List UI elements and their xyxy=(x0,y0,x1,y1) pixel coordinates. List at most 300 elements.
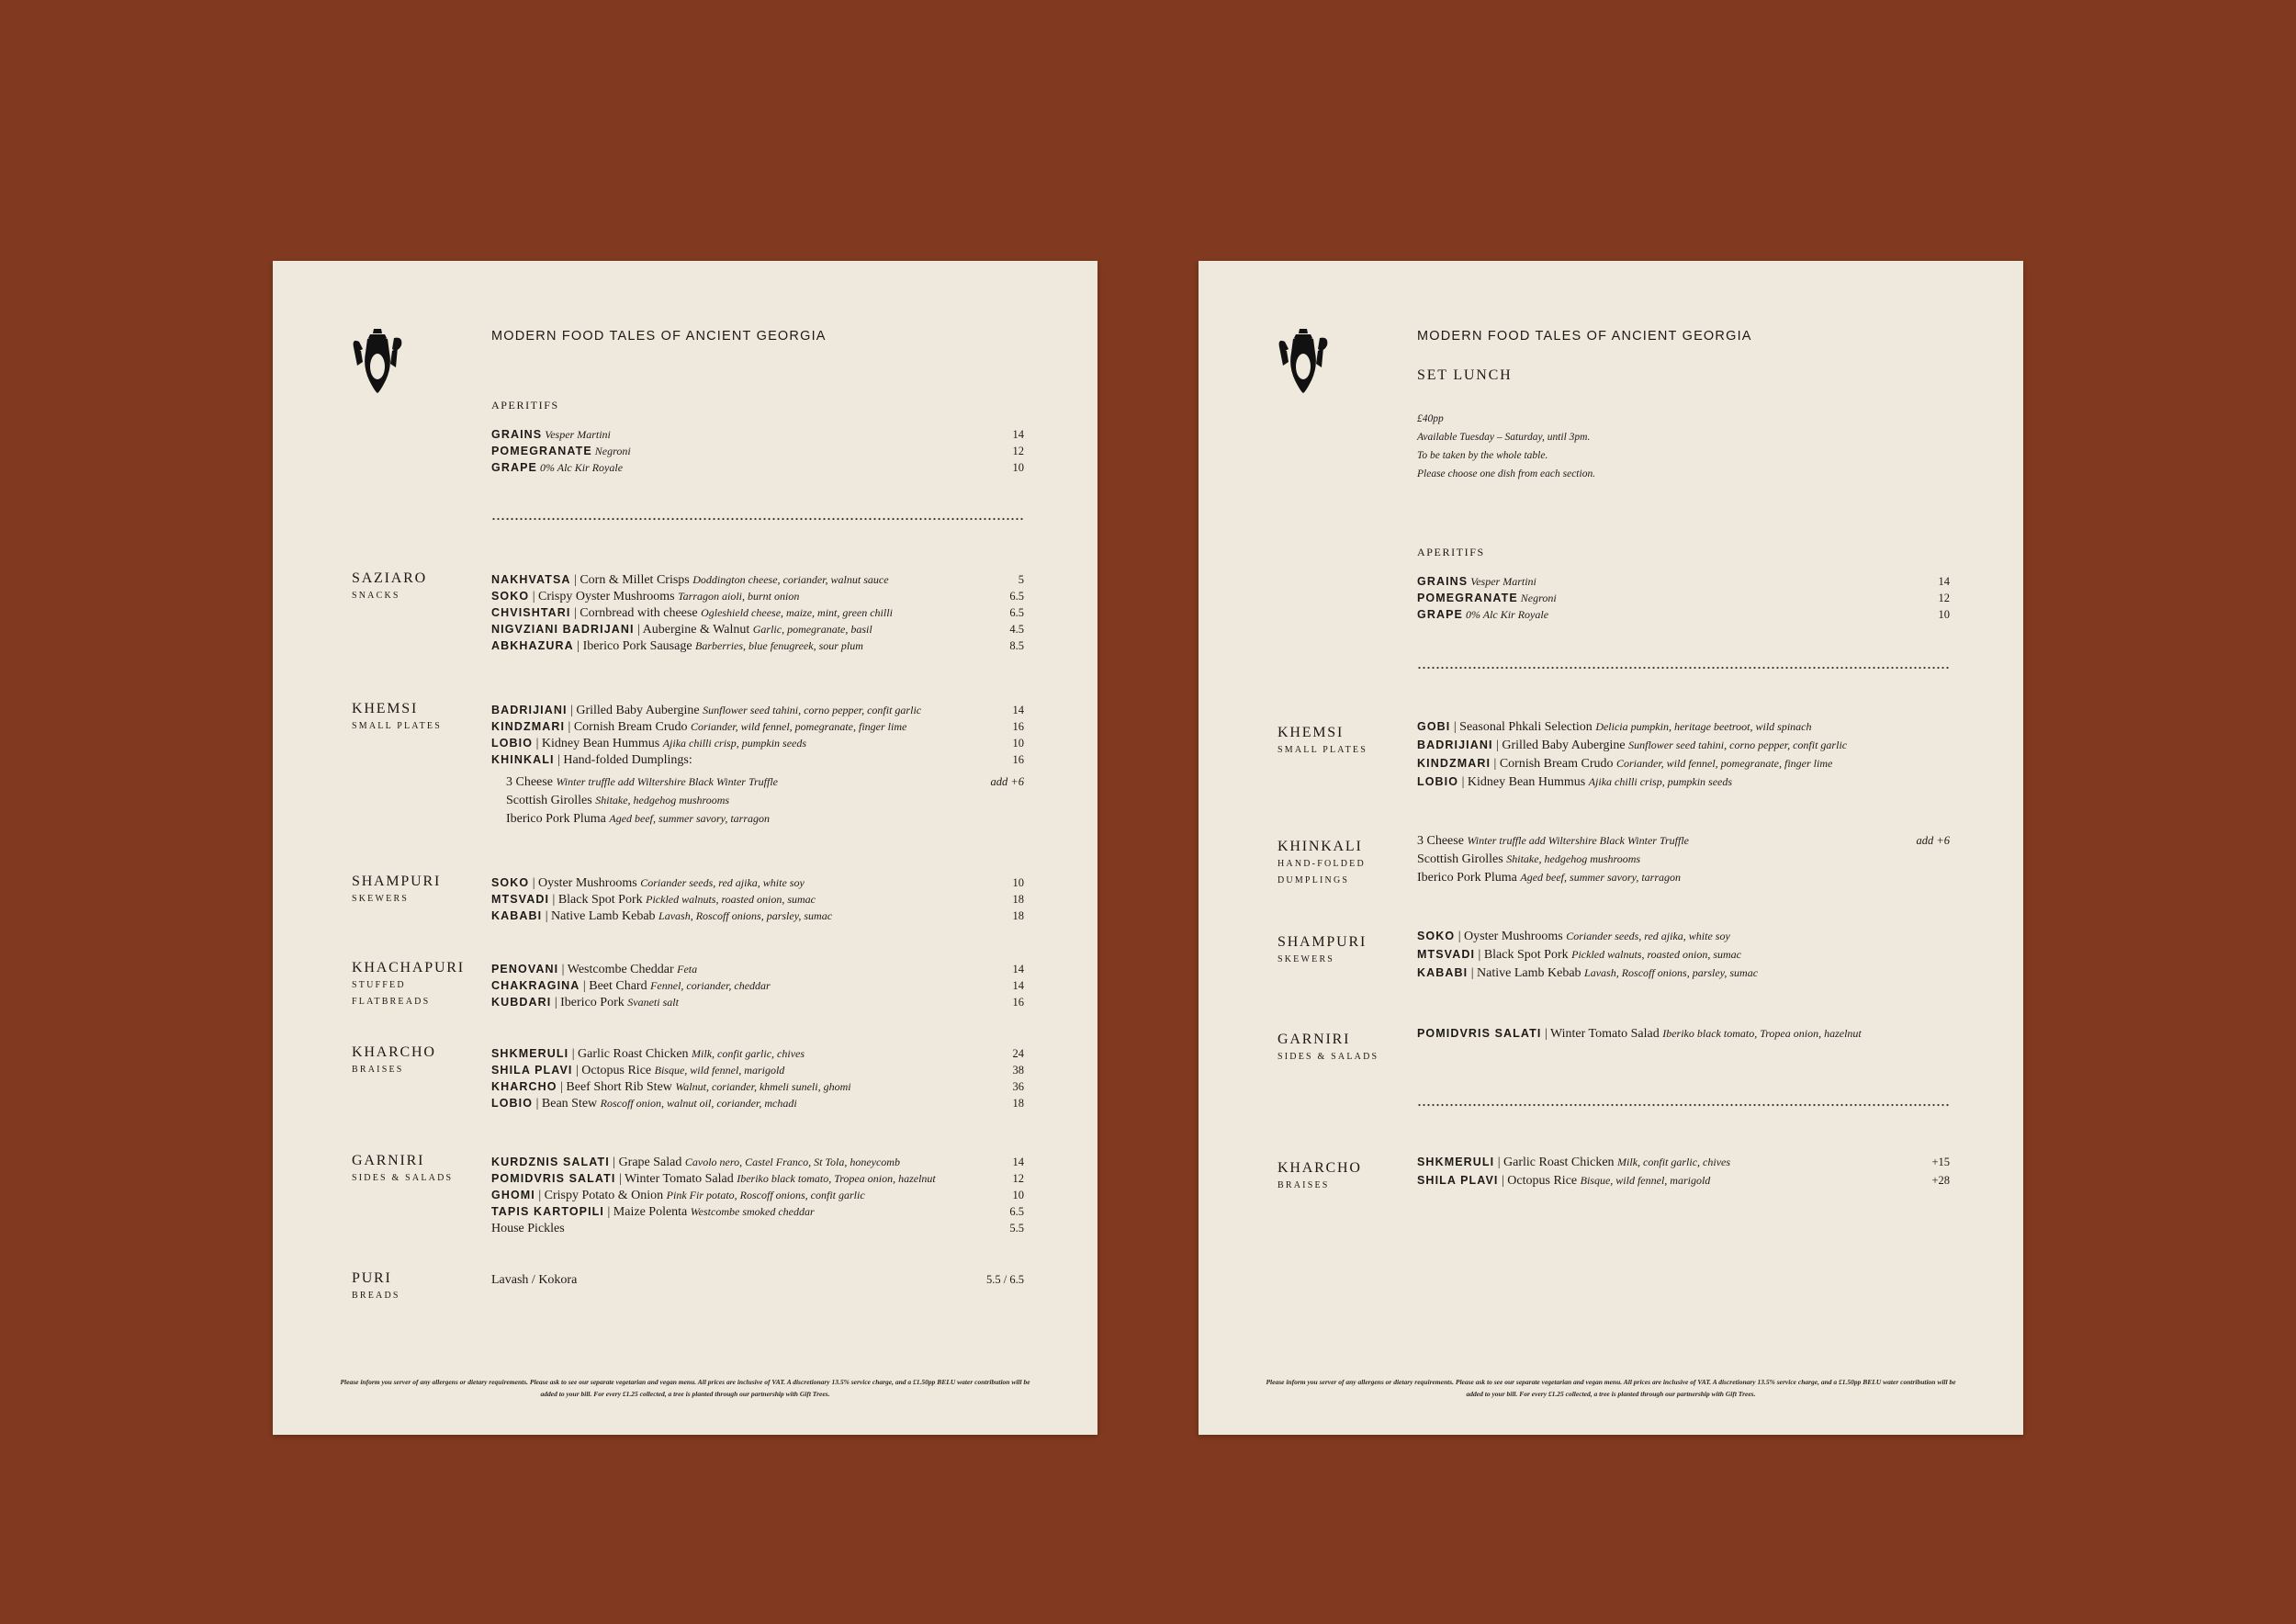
menu-item-price: 18 xyxy=(1012,893,1024,906)
menu-item-description: Winter truffle add Wiltershire Black Winter Truffle xyxy=(556,775,778,788)
menu-item-row xyxy=(491,720,1024,737)
menu-sheet-a-la-carte xyxy=(273,261,1097,1435)
menu-item-price: 36 xyxy=(1012,1080,1024,1093)
menu-item-dish: | Black Spot Pork xyxy=(549,893,647,907)
section-subtitle: HAND-FOLDED xyxy=(1277,859,1366,869)
menu-item-text xyxy=(491,753,692,768)
menu-item-price: 14 xyxy=(1012,1156,1024,1168)
menu-item-price: 14 xyxy=(1012,963,1024,976)
menu-item-name: NIGVZIANI BADRIJANI xyxy=(491,623,635,636)
menu-item-text xyxy=(1417,1027,1862,1042)
menu-item-row xyxy=(1417,739,1950,757)
menu-item-row xyxy=(491,1172,1024,1189)
menu-item-name: SOKO xyxy=(491,876,530,889)
section-label xyxy=(1277,1031,1379,1066)
aperitif-text xyxy=(1417,575,1536,590)
menu-item-row xyxy=(1417,720,1950,739)
menu-item-description: Ajika chilli crisp, pumpkin seeds xyxy=(1588,775,1733,788)
set-table-note: To be taken by the whole table. xyxy=(1417,450,1548,461)
menu-item-text xyxy=(491,1064,784,1078)
menu-item-price: 6.5 xyxy=(1009,1205,1024,1218)
aperitif-price: 12 xyxy=(1938,592,1950,604)
section-label xyxy=(1277,724,1367,759)
menu-item-text xyxy=(1417,930,1730,944)
section-title: SHAMPURI xyxy=(1277,934,1367,950)
menu-item-text xyxy=(491,704,921,718)
menu-item-text xyxy=(506,775,778,790)
menu-item-price: 16 xyxy=(1012,720,1024,733)
section-title: GARNIRI xyxy=(1277,1032,1351,1047)
menu-item-price: 5.5 / 6.5 xyxy=(986,1273,1024,1286)
menu-item-name: PENOVANI xyxy=(491,963,559,976)
menu-item-price: 4.5 xyxy=(1009,623,1024,636)
menu-item-dish: | Seasonal Phkali Selection xyxy=(1450,720,1596,734)
menu-item-row xyxy=(491,1205,1024,1222)
section-subtitle: SKEWERS xyxy=(352,894,410,904)
aperitif-text xyxy=(491,428,611,443)
menu-item-name: GHOMI xyxy=(491,1189,535,1201)
menu-item-name: SHKMERULI xyxy=(491,1047,569,1060)
menu-item-name: KINDZMARI xyxy=(1417,757,1491,770)
section-title: KHEMSI xyxy=(1277,725,1345,740)
section-items xyxy=(491,1047,1024,1113)
menu-item-text xyxy=(491,639,863,654)
menu-item-text xyxy=(491,720,906,735)
menu-item-text xyxy=(491,623,872,637)
menu-item-row xyxy=(491,963,1024,979)
set-lunch-title: SET LUNCH xyxy=(1417,367,1513,383)
dotted-divider xyxy=(1417,1102,1950,1108)
menu-item-text xyxy=(506,812,770,827)
menu-item-dish: | Grape Salad xyxy=(609,1156,685,1169)
aperitifs-label: APERITIFS xyxy=(1417,546,1485,558)
menu-item-text xyxy=(491,1080,851,1095)
aperitif-price: 12 xyxy=(1012,445,1024,457)
section-label xyxy=(352,700,442,735)
menu-item-dish: | Grilled Baby Aubergine xyxy=(1492,739,1629,752)
menu-item-row xyxy=(491,1273,1024,1290)
menu-item-dish: | Cornish Bream Crudo xyxy=(1491,757,1616,771)
aperitif-price: 14 xyxy=(1012,428,1024,441)
menu-item-text xyxy=(506,794,729,808)
menu-item-dish: | Bean Stew xyxy=(533,1097,601,1111)
menu-item-description: Pink Fir potato, Roscoff onions, confit garlic xyxy=(666,1189,865,1201)
menu-item-text xyxy=(491,1205,815,1220)
section-subtitle: BRAISES xyxy=(1277,1180,1330,1190)
menu-item-description: Coriander seeds, red ajika, white soy xyxy=(640,876,805,889)
menu-item-dish: | Winter Tomato Salad xyxy=(1541,1027,1663,1041)
amphora-logo-icon xyxy=(1276,325,1331,399)
aperitif-description: 0% Alc Kir Royale xyxy=(536,461,624,474)
section-items xyxy=(491,876,1024,926)
menu-item-dish: | Cornish Bream Crudo xyxy=(565,720,691,734)
menu-item-row xyxy=(491,876,1024,893)
menu-item-description: Sunflower seed tahini, corno pepper, confit garlic xyxy=(1628,739,1848,751)
menu-item-row xyxy=(491,996,1024,1012)
menu-item-description: Barberries, blue fenugreek, sour plum xyxy=(695,639,863,652)
menu-item-name: CHAKRAGINA xyxy=(491,979,580,992)
menu-item-text xyxy=(491,573,889,588)
section-label xyxy=(1277,1159,1362,1194)
menu-item-text xyxy=(1417,1156,1730,1170)
menu-item-name: KINDZMARI xyxy=(491,720,566,733)
aperitif-row xyxy=(491,445,1024,461)
aperitif-text xyxy=(1417,592,1557,606)
aperitif-description: Negroni xyxy=(1517,592,1557,604)
menu-item-dish: | Beet Chard xyxy=(580,979,651,993)
amphora-logo-icon xyxy=(350,325,405,399)
section-subtitle: SIDES & SALADS xyxy=(1277,1052,1379,1062)
menu-item-text xyxy=(1417,1174,1710,1189)
menu-item-description: Coriander, wild fennel, pomegranate, finger lime xyxy=(691,720,907,733)
section-label xyxy=(1277,838,1366,889)
menu-item-dish: | Native Lamb Kebab xyxy=(542,909,659,923)
menu-item-row xyxy=(1417,930,1950,948)
section-items xyxy=(1417,720,1950,794)
menu-item-row xyxy=(491,606,1024,623)
menu-item-text xyxy=(491,1273,577,1288)
section-subtitle: SMALL PLATES xyxy=(1277,745,1367,755)
menu-item-name: KHINKALI xyxy=(491,753,555,766)
section-subtitle: SIDES & SALADS xyxy=(352,1173,454,1183)
menu-item-row xyxy=(491,1047,1024,1064)
aperitif-text xyxy=(1417,608,1548,623)
menu-item-description: Bisque, wild fennel, marigold xyxy=(1580,1174,1711,1187)
aperitif-name: POMEGRANATE xyxy=(1417,592,1518,604)
section-subtitle: BRAISES xyxy=(352,1065,404,1075)
menu-item-description: Aged beef, summer savory, tarragon xyxy=(609,812,771,825)
aperitif-description: Vesper Martini xyxy=(542,428,611,441)
menu-item-price: 18 xyxy=(1012,909,1024,922)
menu-item-row xyxy=(1417,966,1950,985)
menu-item-description: Sunflower seed tahini, corno pepper, confit garlic xyxy=(703,704,922,716)
menu-item-description: Iberiko black tomato, Tropea onion, hazelnut xyxy=(737,1172,936,1185)
aperitif-price: 10 xyxy=(1938,608,1950,621)
menu-sheet-set-lunch xyxy=(1199,261,2023,1435)
section-items xyxy=(491,963,1024,1012)
menu-item-text xyxy=(491,1156,900,1170)
menu-item-name: GOBI xyxy=(1417,720,1451,733)
menu-item-row xyxy=(1417,948,1950,966)
aperitif-price: 14 xyxy=(1938,575,1950,588)
menu-item-dish: | Maize Polenta xyxy=(604,1205,691,1219)
section-items xyxy=(1417,930,1950,985)
menu-item-row xyxy=(491,737,1024,753)
menu-item-name: NAKHVATSA xyxy=(491,573,571,586)
menu-item-text xyxy=(491,1047,805,1062)
menu-item-row xyxy=(1417,775,1950,794)
menu-item-name: ABKHAZURA xyxy=(491,639,574,652)
menu-item-row xyxy=(1417,1027,1950,1045)
menu-item-description: Milk, confit garlic, chives xyxy=(1617,1156,1731,1168)
section-items xyxy=(1417,834,1950,889)
menu-item-dish: | Native Lamb Kebab xyxy=(1468,966,1585,980)
aperitif-row xyxy=(491,461,1024,478)
menu-item-text xyxy=(1417,852,1640,867)
section-subtitle: FLATBREADS xyxy=(352,997,431,1007)
menu-item-dish: | Aubergine & Walnut xyxy=(634,623,753,637)
menu-item-dish: | Iberico Pork Sausage xyxy=(573,639,696,653)
menu-item-dish: | Kidney Bean Hummus xyxy=(533,737,663,750)
menu-item-name: SOKO xyxy=(491,590,530,603)
menu-header-title: MODERN FOOD TALES OF ANCIENT GEORGIA xyxy=(491,329,827,344)
dumpling-option-row xyxy=(491,775,1024,794)
section-title: KHARCHO xyxy=(352,1044,436,1060)
section-subtitle: SNACKS xyxy=(352,591,400,601)
menu-item-name: SHILA PLAVI xyxy=(1417,1174,1499,1187)
aperitif-name: GRAINS xyxy=(1417,575,1469,588)
aperitif-row xyxy=(1417,608,1950,625)
menu-item-text xyxy=(1417,757,1832,772)
menu-item-name: MTSVADI xyxy=(491,893,550,906)
menu-item-description: Shitake, hedgehog mushrooms xyxy=(595,794,730,806)
menu-item-price: 6.5 xyxy=(1009,590,1024,603)
menu-item-dish: | Black Spot Pork xyxy=(1475,948,1572,962)
aperitifs-list xyxy=(491,428,1024,478)
menu-item-dish: | Crispy Potato & Onion xyxy=(535,1189,667,1202)
aperitif-row xyxy=(491,428,1024,445)
menu-item-description: Svaneti salt xyxy=(627,996,679,1009)
menu-item-text xyxy=(1417,775,1732,790)
menu-item-text xyxy=(491,606,893,621)
menu-item-dish: | Oyster Mushrooms xyxy=(1455,930,1567,943)
menu-item-dish: 3 Cheese xyxy=(506,775,557,789)
menu-item-price: 24 xyxy=(1012,1047,1024,1060)
menu-item-price: 10 xyxy=(1012,737,1024,750)
menu-item-description: Pickled walnuts, roasted onion, sumac xyxy=(646,893,816,906)
menu-item-row xyxy=(491,590,1024,606)
menu-item-dish: Scottish Girolles xyxy=(506,794,596,807)
menu-item-row xyxy=(491,893,1024,909)
section-label xyxy=(352,570,427,604)
aperitif-name: POMEGRANATE xyxy=(491,445,592,457)
menu-item-row xyxy=(491,979,1024,996)
menu-item-description: Pickled walnuts, roasted onion, sumac xyxy=(1571,948,1741,961)
menu-item-name: KURDZNIS SALATI xyxy=(491,1156,610,1168)
menu-item-description: Iberiko black tomato, Tropea onion, hazelnut xyxy=(1662,1027,1862,1040)
section-subtitle: SMALL PLATES xyxy=(352,721,442,731)
menu-item-text xyxy=(491,1189,865,1203)
section-label xyxy=(352,959,465,1010)
dotted-divider xyxy=(1417,665,1950,671)
menu-item-name: KHARCHO xyxy=(491,1080,557,1093)
aperitif-row xyxy=(1417,592,1950,608)
section-title: GARNIRI xyxy=(352,1153,425,1168)
menu-item-price: 18 xyxy=(1012,1097,1024,1110)
menu-item-dish: | Westcombe Cheddar xyxy=(558,963,678,976)
section-label xyxy=(352,1152,453,1187)
menu-item-description: Lavash, Roscoff onions, parsley, sumac xyxy=(658,909,833,922)
set-choose-note: Please choose one dish from each section. xyxy=(1417,468,1596,479)
menu-item-dish: | Garlic Roast Chicken xyxy=(1494,1156,1618,1169)
menu-item-row xyxy=(491,1222,1024,1238)
dotted-divider xyxy=(491,516,1024,522)
menu-item-text xyxy=(1417,739,1847,753)
aperitif-name: GRAINS xyxy=(491,428,543,441)
menu-item-row xyxy=(491,1189,1024,1205)
menu-item-price: 14 xyxy=(1012,704,1024,716)
menu-item-price: add +6 xyxy=(990,775,1024,788)
dumpling-option-row xyxy=(1417,852,1950,871)
menu-item-name: SHILA PLAVI xyxy=(491,1064,573,1077)
menu-item-name: POMIDVRIS SALATI xyxy=(1417,1027,1542,1040)
dumpling-option-row xyxy=(491,812,1024,830)
menu-item-row xyxy=(491,1156,1024,1172)
section-items xyxy=(491,573,1024,656)
menu-item-row xyxy=(1417,1156,1950,1174)
aperitif-text xyxy=(491,461,623,476)
menu-item-dish: Iberico Pork Pluma xyxy=(1417,871,1521,885)
menu-header-title: MODERN FOOD TALES OF ANCIENT GEORGIA xyxy=(1417,329,1752,344)
footnote: Please inform you server of any allergens or dietary requirements. Please ask to see our separate vegetarian and vegan menu. All prices are inclusive of VAT. A discretionary 13.5% service charge, and a £1.50pp BELU water contribution will be added to your bill. For every £1.25 collected, a tree is planted through our partnership with Gift Trees. xyxy=(340,1378,1030,1398)
menu-item-text xyxy=(491,909,832,924)
menu-item-name: SOKO xyxy=(1417,930,1456,942)
menu-item-price: 5 xyxy=(1018,573,1024,586)
section-items xyxy=(1417,1027,1950,1045)
menu-item-price: 10 xyxy=(1012,1189,1024,1201)
section-subtitle: STUFFED xyxy=(352,980,406,990)
menu-item-name: BADRIJIANI xyxy=(1417,739,1493,751)
menu-item-dish: House Pickles xyxy=(491,1222,565,1235)
dumpling-option-row xyxy=(491,794,1024,812)
menu-item-description: Ajika chilli crisp, pumpkin seeds xyxy=(662,737,807,750)
menu-item-dish: | Iberico Pork xyxy=(551,996,628,1009)
menu-item-name: SHKMERULI xyxy=(1417,1156,1495,1168)
menu-item-text xyxy=(491,876,805,891)
menu-item-text xyxy=(1417,871,1681,885)
menu-item-description: Delicia pumpkin, heritage beetroot, wild spinach xyxy=(1595,720,1812,733)
dumpling-option-row xyxy=(1417,834,1950,852)
menu-item-dish: | Corn & Millet Crisps xyxy=(570,573,693,587)
menu-item-name: LOBIO xyxy=(491,737,534,750)
section-title: KHARCHO xyxy=(1277,1160,1362,1176)
menu-item-price: 6.5 xyxy=(1009,606,1024,619)
section-title: KHACHAPURI xyxy=(352,960,465,976)
menu-item-price: 10 xyxy=(1012,876,1024,889)
menu-item-dish: 3 Cheese xyxy=(1417,834,1468,848)
menu-item-price: +28 xyxy=(1931,1174,1950,1187)
section-items xyxy=(491,704,1024,830)
menu-item-text xyxy=(491,893,816,908)
section-label xyxy=(352,1269,400,1304)
menu-item-dish: | Grilled Baby Aubergine xyxy=(567,704,703,717)
menu-item-description: Garlic, pomegranate, basil xyxy=(752,623,872,636)
menu-item-description: Tarragon aioli, burnt onion xyxy=(678,590,800,603)
section-subtitle: SKEWERS xyxy=(1277,954,1335,964)
section-label xyxy=(352,873,441,908)
menu-item-name: TAPIS KARTOPILI xyxy=(491,1205,604,1218)
menu-item-dish: | Hand-folded Dumplings: xyxy=(554,753,692,767)
menu-item-text xyxy=(1417,834,1689,849)
menu-item-description: Coriander, wild fennel, pomegranate, finger lime xyxy=(1616,757,1833,770)
menu-item-price: 8.5 xyxy=(1009,639,1024,652)
menu-item-description: Walnut, coriander, khmeli suneli, ghomi xyxy=(675,1080,851,1093)
section-subtitle: BREADS xyxy=(352,1291,400,1301)
menu-item-row xyxy=(1417,757,1950,775)
menu-item-text xyxy=(491,590,799,604)
menu-item-text xyxy=(491,996,679,1010)
menu-item-row xyxy=(491,1097,1024,1113)
menu-item-description: Westcombe smoked cheddar xyxy=(690,1205,815,1218)
menu-item-description: Roscoff onion, walnut oil, coriander, mchadi xyxy=(600,1097,797,1110)
aperitif-row xyxy=(1417,575,1950,592)
menu-item-price: 5.5 xyxy=(1009,1222,1024,1235)
menu-item-row xyxy=(1417,1174,1950,1192)
menu-item-price: add +6 xyxy=(1916,834,1950,847)
menu-item-row xyxy=(491,639,1024,656)
menu-item-dish: | Cornbread with cheese xyxy=(570,606,702,620)
menu-item-description: Doddington cheese, coriander, walnut sauce xyxy=(692,573,889,586)
aperitif-name: GRAPE xyxy=(1417,608,1463,621)
menu-item-price: +15 xyxy=(1931,1156,1950,1168)
menu-item-name: BADRIJIANI xyxy=(491,704,568,716)
menu-item-dish: Lavash / Kokora xyxy=(491,1273,578,1287)
menu-item-text xyxy=(491,1172,936,1187)
menu-item-description: Shitake, hedgehog mushrooms xyxy=(1506,852,1641,865)
aperitif-price: 10 xyxy=(1012,461,1024,474)
menu-item-price: 16 xyxy=(1012,996,1024,1009)
menu-item-dish: | Octopus Rice xyxy=(1498,1174,1581,1188)
menu-item-price: 14 xyxy=(1012,979,1024,992)
set-lunch-info xyxy=(1417,410,1595,483)
footnote: Please inform you server of any allergens or dietary requirements. Please ask to see our separate vegetarian and vegan menu. All prices are inclusive of VAT. A discretionary 13.5% service charge, and a £1.50pp BELU water contribution will be added to your bill. For every £1.25 collected, a tree is planted through our partnership with Gift Trees. xyxy=(1266,1378,1956,1398)
aperitif-name: GRAPE xyxy=(491,461,537,474)
menu-item-text xyxy=(491,979,771,994)
aperitif-description: Negroni xyxy=(591,445,631,457)
section-items xyxy=(1417,1156,1950,1192)
menu-item-text xyxy=(491,963,697,977)
menu-item-price: 12 xyxy=(1012,1172,1024,1185)
menu-item-row xyxy=(491,573,1024,590)
section-title: SAZIARO xyxy=(352,570,427,586)
menu-item-dish: Iberico Pork Pluma xyxy=(506,812,610,826)
aperitif-description: 0% Alc Kir Royale xyxy=(1462,608,1549,621)
menu-item-name: POMIDVRIS SALATI xyxy=(491,1172,616,1185)
menu-item-name: KABABI xyxy=(1417,966,1469,979)
menu-item-text xyxy=(491,737,806,751)
section-label xyxy=(1277,933,1367,968)
menu-item-description: Coriander seeds, red ajika, white soy xyxy=(1566,930,1730,942)
menu-item-description: Fennel, coriander, cheddar xyxy=(650,979,771,992)
aperitifs-label: APERITIFS xyxy=(491,399,559,412)
section-items xyxy=(491,1156,1024,1238)
menu-item-description: Winter truffle add Wiltershire Black Winter Truffle xyxy=(1467,834,1689,847)
section-label xyxy=(352,1043,436,1078)
aperitifs-list xyxy=(1417,575,1950,625)
menu-item-text xyxy=(491,1222,565,1236)
menu-item-name: LOBIO xyxy=(491,1097,534,1110)
menu-item-row xyxy=(491,909,1024,926)
menu-item-price: 16 xyxy=(1012,753,1024,766)
menu-item-row xyxy=(491,623,1024,639)
menu-item-dish: | Winter Tomato Salad xyxy=(615,1172,737,1186)
menu-item-description: Cavolo nero, Castel Franco, St Tola, honeycomb xyxy=(684,1156,900,1168)
menu-item-name: LOBIO xyxy=(1417,775,1459,788)
section-title: KHINKALI xyxy=(1277,839,1363,854)
section-items xyxy=(491,1273,1024,1290)
menu-item-name: KABABI xyxy=(491,909,543,922)
set-price: £40pp xyxy=(1417,413,1444,424)
aperitif-description: Vesper Martini xyxy=(1468,575,1536,588)
menu-item-row xyxy=(491,753,1024,770)
menu-item-price: 38 xyxy=(1012,1064,1024,1077)
aperitif-text xyxy=(491,445,631,459)
menu-item-dish: | Beef Short Rib Stew xyxy=(557,1080,676,1094)
menu-item-text xyxy=(491,1097,797,1111)
menu-item-description: Feta xyxy=(677,963,698,976)
menu-item-dish: | Garlic Roast Chicken xyxy=(568,1047,692,1061)
menu-item-name: MTSVADI xyxy=(1417,948,1476,961)
